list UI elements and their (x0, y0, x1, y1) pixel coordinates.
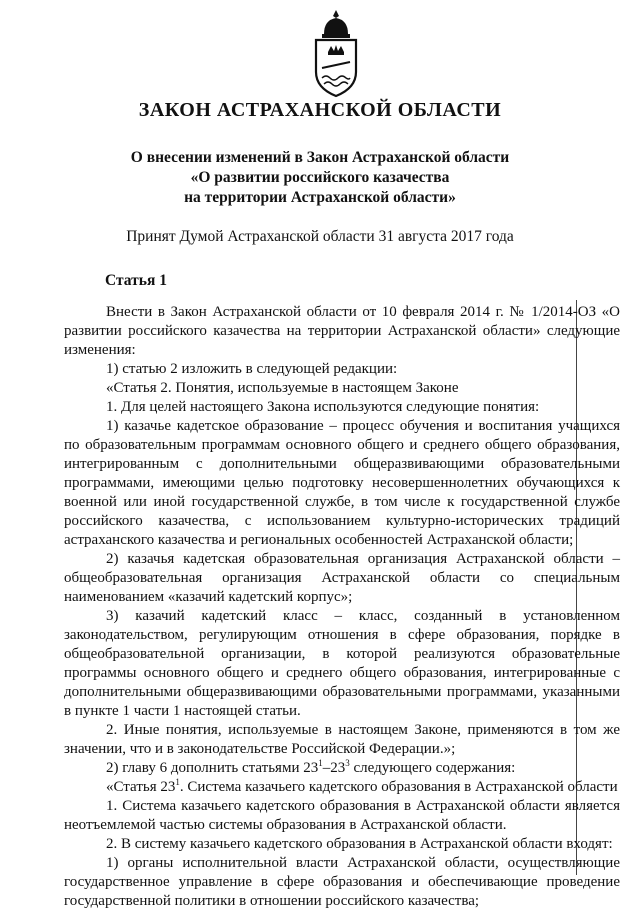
paragraph (64, 778, 620, 797)
superscript: 1 (175, 777, 180, 787)
coat-of-arms-icon (306, 8, 366, 100)
superscript: 3 (345, 758, 350, 768)
law-subject-line: О внесении изменений в Закон Астраханской области (130, 149, 510, 166)
text-segment: . Система казачьего кадетского образования в Астраханской области (179, 779, 618, 795)
paragraph: 2) казачья кадетская образовательная организация Астраханской области – общеобразовательная организация Астраханской области со специальным наименованием «казачий кадетский корпус»; (64, 551, 620, 605)
law-subject (0, 148, 640, 208)
text-segment: –23 (322, 760, 346, 776)
paragraph: 1) казачье кадетское образование – процесс обучения и воспитания учащихся по образовательным программам основного общего и среднего общего образования, интегрированным с дополнительными общеразвивающими образовательными программами, имеющими целью подготовку несовершеннолетних обучающихся к военной или иной государственной службе, в том числе к государственной службе российского казачества, с использованием культурно-исторических традиций астраханского казачества и региональных особенностей Астраханской области; (64, 418, 620, 548)
paragraph: 3) казачий кадетский класс – класс, созданный в установленном законодательством, регулирующим отношения в сфере образования, порядке в общеобразовательной организации, в которой реализуются образовательные программы основного общего и среднего общего образования, интегрированные с дополнительными общеразвивающими образовательными программами, указанными в пункте 1 части 1 настоящей статьи. (64, 608, 620, 719)
paragraph: 2. В систему казачьего кадетского образования в Астраханской области входят: (106, 836, 613, 852)
paragraph: 1) органы исполнительной власти Астраханской области, осуществляющие государственное управление в сфере образования и обеспечивающие проведение государственной политики в отношении российского казачества; (64, 855, 620, 909)
text-segment: 2) главу 6 дополнить статьями 23 (106, 760, 319, 776)
paragraph: 1) статью 2 изложить в следующей редакции: (106, 361, 398, 377)
law-subject-line: на территории Астраханской области» (184, 189, 456, 206)
law-subject-line: «О развитии российского казачества (190, 169, 450, 186)
law-title: ЗАКОН АСТРАХАНСКОЙ ОБЛАСТИ (138, 99, 502, 121)
paragraph: 2. Иные понятия, используемые в настоящем Законе, применяются в том же значении, что и в законодательстве Российской Федерации.»; (64, 722, 620, 757)
article-body (64, 303, 620, 911)
paragraph: 1. Для целей настоящего Закона используются следующие понятия: (106, 399, 540, 415)
text-segment: «Статья 23 (106, 779, 176, 795)
paragraph: Внести в Закон Астраханской области от 10 февраля 2014 г. № 1/2014-ОЗ «О развитии российского казачества на территории Астраханской области» следующие изменения: (64, 304, 620, 358)
paragraph: «Статья 2. Понятия, используемые в настоящем Законе (106, 380, 459, 396)
paragraph (64, 759, 620, 778)
text-segment: следующего содержания: (349, 760, 516, 776)
paragraph: 1. Система казачьего кадетского образования в Астраханской области является неотъемлемой частью системы образования в Астраханской области. (64, 798, 620, 833)
article-heading: Статья 1 (105, 272, 167, 289)
adoption-statement: Принят Думой Астраханской области 31 августа 2017 года (126, 228, 514, 245)
superscript: 1 (318, 758, 323, 768)
